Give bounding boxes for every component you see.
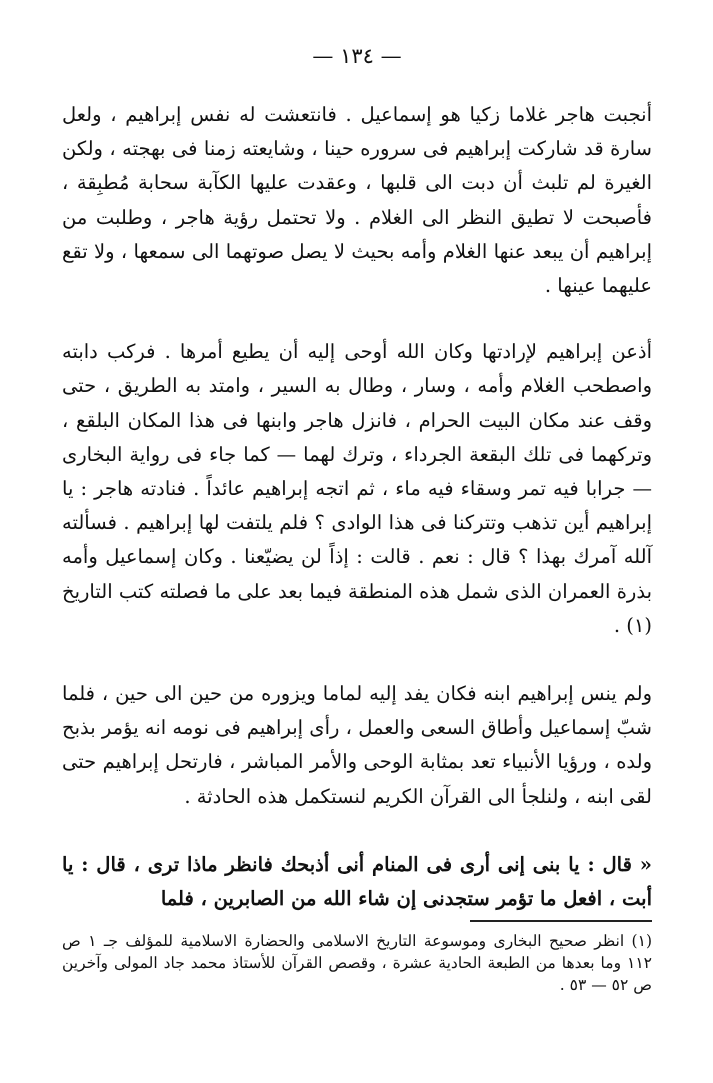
paragraph-journey-to-mecca: أذعن إبراهيم لإرادتها وكان الله أوحى إليه أن يطيع أمرها . فركب دابته واصطحب الغلام وأمه ، وسار ، وطال به السير ، وامتد به الطريق ، حتى وقف عند مكان البيت الحرام ، فانزل هاجر وابنها فى هذا المكان البلقع ، وتركهما فى تلك البقعة الجرداء ، وترك لهما — كما جاء فى رواية البخارى — جرابا فيه تمر وسقاء فيه ماء ، ثم اتجه إبراهيم عائداً . فنادته هاجر : يا إبراهيم أين تذهب وتتركنا فى هذا الوادى ؟ فلم يلتفت لها إبراهيم . فسألته آلله آمرك بهذا ؟ قال : نعم . قالت : إذاً لن يضيّعنا . وكان إسماعيل وأمه بذرة العمران الذى شمل هذه المنطقة فيما بعد على ما فصلته كتب التاريخ (١) .	[62, 340, 652, 637]
footnote-divider	[470, 920, 652, 922]
paragraph-hagar-birth: أنجبت هاجر غلاما زكيا هو إسماعيل . فانتعشت له نفس إبراهيم ، ولعل سارة قد شاركت إبراهيم فى سروره حينا ، وشايعته زمنا فى بهجته ، ولكن الغيرة لم تلبث أن دبت الى قلبها ، وعقدت عليها الكآبة سحابة مُطبِقة ، فأصبحت لا تطيق النظر الى الغلام . ولا تحتمل رؤية هاجر ، وطلبت من إبراهيم أن يبعد عنها الغلام وأمه بحيث لا يصل صوتهما الى سمعها ، ولا تقع عليهما عينها .	[62, 103, 652, 298]
page-number: — ١٣٤ —	[312, 44, 402, 68]
paragraph-dream-of-sacrifice: ولم ينس إبراهيم ابنه فكان يفد إليه لماما ويزوره من حين الى حين ، فلما شبّ إسماعيل وأطاق السعى والعمل ، رأى إبراهيم فى نومه انه يؤمر بذبح ولده ، ورؤيا الأنبياء تعد بمثابة الوحى والأمر المباشر ، فارتحل إبراهيم حتى لقى ابنه ، ولنلجأ الى القرآن الكريم لنستكمل هذه الحادثة .	[62, 682, 652, 808]
footnote: (١) انظر صحيح البخارى وموسوعة التاريخ الاسلامى والحضارة الاسلامية للمؤلف جـ ١ ص ١١٢ وما بعدها من الطبعة الحادية عشرة ، وقصص القرآن للأستاذ محمد جاد المولى وآخرين ص ٥٢ — ٥٣ .	[62, 931, 652, 994]
quran-quote: « قال : يا بنى إنى أرى فى المنام أنى أذبحك فانظر ماذا ترى ، قال : يا أبت ، افعل ما تؤمر ستجدنى إن شاء الله من الصابرين ، فلما	[62, 852, 652, 910]
book-page	[62, 44, 652, 996]
